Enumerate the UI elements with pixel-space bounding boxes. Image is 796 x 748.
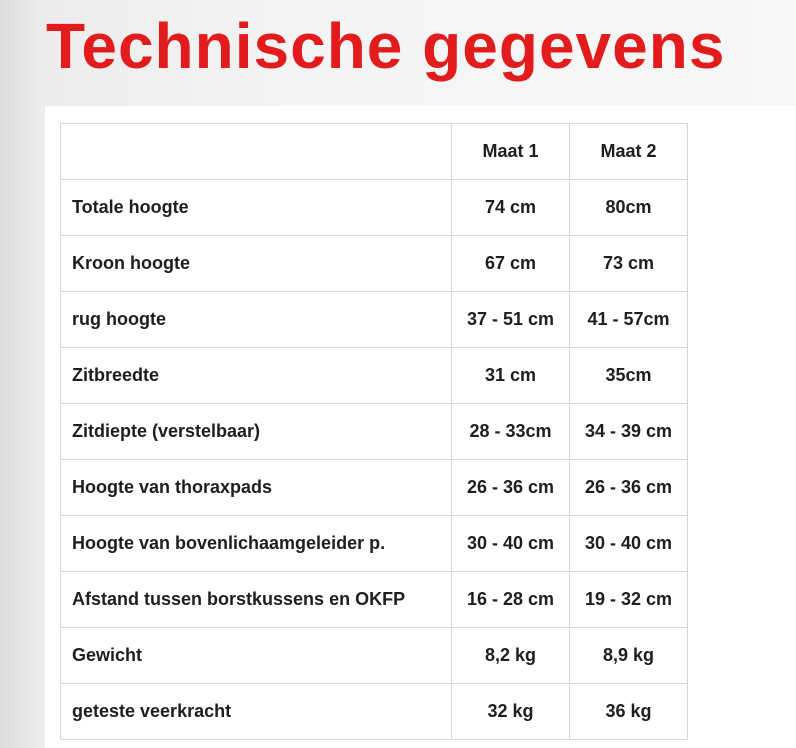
row-label: Hoogte van thoraxpads	[61, 460, 452, 516]
maat-1-value: 30 - 40 cm	[452, 516, 570, 572]
maat-2-value: 36 kg	[570, 684, 688, 740]
table-row	[61, 404, 688, 460]
maat-2-value: 19 - 32 cm	[570, 572, 688, 628]
row-label: Zitdiepte (verstelbaar)	[61, 404, 452, 460]
maat-2-value: 26 - 36 cm	[570, 460, 688, 516]
maat-1-value: 28 - 33cm	[452, 404, 570, 460]
maat-1-value: 31 cm	[452, 348, 570, 404]
table-row	[61, 516, 688, 572]
maat-2-value: 35cm	[570, 348, 688, 404]
maat-1-value: 8,2 kg	[452, 628, 570, 684]
maat-2-value: 41 - 57cm	[570, 292, 688, 348]
table-header-row	[61, 124, 688, 180]
table-row	[61, 348, 688, 404]
table-row	[61, 292, 688, 348]
maat-1-value: 67 cm	[452, 236, 570, 292]
row-label: Gewicht	[61, 628, 452, 684]
row-label: rug hoogte	[61, 292, 452, 348]
table-row	[61, 460, 688, 516]
table-row	[61, 684, 688, 740]
maat-1-value: 74 cm	[452, 180, 570, 236]
table-row	[61, 236, 688, 292]
row-label: Kroon hoogte	[61, 236, 452, 292]
table-row	[61, 180, 688, 236]
row-label: Totale hoogte	[61, 180, 452, 236]
specs-table	[60, 123, 688, 740]
column-header-maat-1: Maat 1	[452, 124, 570, 180]
column-header-empty	[61, 124, 452, 180]
table-row	[61, 572, 688, 628]
maat-2-value: 30 - 40 cm	[570, 516, 688, 572]
row-label: Zitbreedte	[61, 348, 452, 404]
page-title: Technische gegevens	[46, 10, 726, 82]
row-label: Afstand tussen borstkussens en OKFP	[61, 572, 452, 628]
maat-2-value: 73 cm	[570, 236, 688, 292]
maat-1-value: 37 - 51 cm	[452, 292, 570, 348]
row-label: Hoogte van bovenlichaamgeleider p.	[61, 516, 452, 572]
maat-2-value: 80cm	[570, 180, 688, 236]
maat-2-value: 8,9 kg	[570, 628, 688, 684]
row-label: geteste veerkracht	[61, 684, 452, 740]
maat-1-value: 16 - 28 cm	[452, 572, 570, 628]
maat-2-value: 34 - 39 cm	[570, 404, 688, 460]
specs-panel	[45, 106, 796, 748]
maat-1-value: 32 kg	[452, 684, 570, 740]
column-header-maat-2: Maat 2	[570, 124, 688, 180]
table-row	[61, 628, 688, 684]
maat-1-value: 26 - 36 cm	[452, 460, 570, 516]
